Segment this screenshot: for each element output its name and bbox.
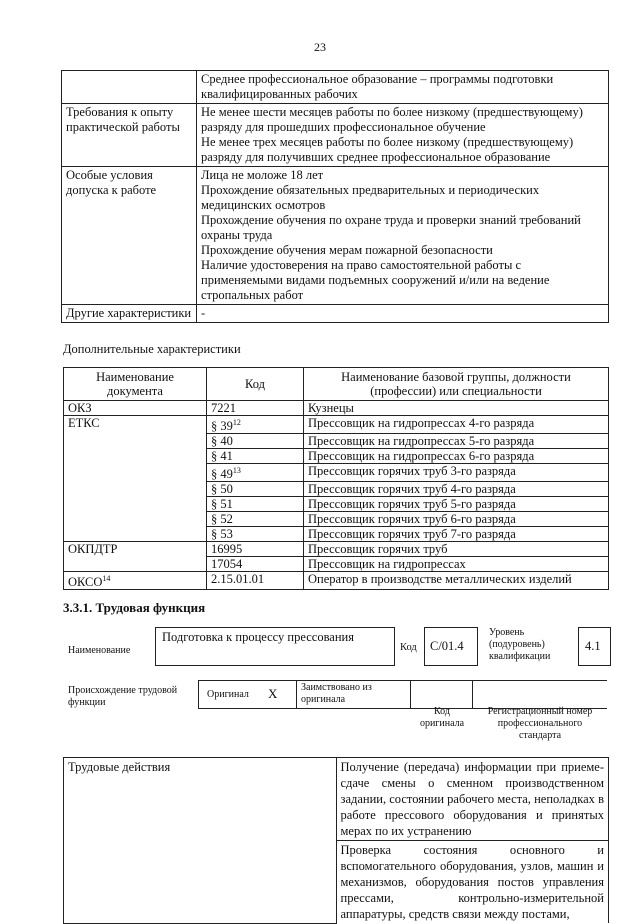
section-title: 3.3.1. Трудовая функция [63,600,206,615]
table-header-row [64,368,609,401]
table-row [62,71,609,104]
name-cell: Кузнецы [304,401,609,416]
actions-label: Трудовые действия [64,758,337,924]
origin-label: Происхождение трудовой функции [68,685,178,708]
action-item: Получение (передача) информации при приеме-сдаче смены о сменном производственном задании, состоянии рабочего места, неполадках в работе прессового оборудования и принятых мерах по их устранению [336,758,609,841]
requirements-table [61,70,609,323]
row-value [197,104,609,167]
name-cell: Прессовщик на гидропрессах 6-го разряда [304,449,609,464]
function-name: Подготовка к процессу прессования [162,630,354,644]
table-row [64,542,609,557]
reg-number-label: Регистрационный номер профессионального стандарта [487,706,593,741]
row-label: Особые условия допуска к работе [62,167,197,305]
row-value [197,167,609,305]
doc-cell [64,572,207,590]
row-line: Не менее шести месяцев работы по более низкому (предшествующему) разряду для прошедших профессиональное обучение [201,105,583,134]
function-code-box [424,627,478,666]
code-cell: 7221 [207,401,304,416]
code-cell: § 41 [207,449,304,464]
row-line: Прохождение обучения мерам пожарной безопасности [201,243,493,257]
original-label: Оригинал [207,689,249,700]
row-line: Не менее трех месяцев работы по более низкому (предшествующему) разряду для получивших среднее профессиональное образование [201,135,574,164]
code-label: Код [400,642,417,653]
footnote-mark: 13 [232,466,241,476]
origin-divider [410,680,411,708]
doc-cell: ОКПДТР [64,542,207,572]
doc-cell: ОКЗ [64,401,207,416]
name-cell: Прессовщик горячих труб 3-го разряда [304,464,609,482]
name-cell: Прессовщик горячих труб [304,542,609,557]
header-code: Код [207,368,304,401]
code-text: § 49 [211,467,233,482]
table-row [64,401,609,416]
code-cell: § 53 [207,527,304,542]
name-cell: Прессовщик на гидропрессах [304,557,609,572]
borrowed-label: Заимствовано из оригинала [301,682,372,705]
labor-actions-table [63,757,609,924]
origin-divider [472,680,473,708]
footnote-mark: 12 [232,418,241,427]
function-name-box [155,627,395,666]
row-line: Наличие удостоверения на право самостоятельной работы с применяемыми видами подъемных сооружений и/или на ведение стропальных работ [201,258,550,302]
code-text: § 39 [211,419,233,434]
name-cell: Прессовщик горячих труб 4-го разряда [304,482,609,497]
table-row [64,572,609,590]
code-cell: 17054 [207,557,304,572]
level-value: 4.1 [585,639,601,653]
code-cell [207,416,304,434]
row-label: Требования к опыту практической работы [62,104,197,167]
additional-characteristics-title: Дополнительные характеристики [63,342,241,356]
additional-characteristics-table [63,367,609,590]
page-number: 23 [314,40,326,54]
code-cell: § 40 [207,434,304,449]
name-cell: Прессовщик горячих труб 5-го разряда [304,497,609,512]
code-cell: 16995 [207,542,304,557]
row-label: Другие характеристики [62,305,197,323]
level-label: Уровень (подуровень) квалификации [489,627,551,662]
row-line: Прохождение обучения по охране труда и проверки знаний требований охраны труда [201,213,581,242]
row-label [62,71,197,104]
header-document: Наименование документа [64,368,207,401]
name-label: Наименование [68,645,131,656]
code-cell: § 52 [207,512,304,527]
code-cell [207,464,304,482]
table-row [62,167,609,305]
doc-cell: ЕТКС [64,416,207,542]
code-original-label: Код оригинала [419,706,465,729]
footnote-mark: 14 [102,574,111,584]
level-box [578,627,611,666]
code-cell: § 50 [207,482,304,497]
row-line: - [201,306,206,320]
function-code: C/01.4 [430,639,464,653]
doc-text: ОКСО [68,575,103,590]
name-cell: Прессовщик горячих труб 6-го разряда [304,512,609,527]
name-cell: Прессовщик горячих труб 7-го разряда [304,527,609,542]
name-cell: Прессовщик на гидропрессах 4-го разряда [304,416,609,434]
row-line: Среднее профессиональное образование – программы подготовки квалифицированных рабочих [201,72,554,101]
name-cell: Оператор в производстве металлических изделий [304,572,609,590]
code-cell: 2.15.01.01 [207,572,304,590]
row-line: Лица не моложе 18 лет [201,168,324,182]
table-row [64,758,609,841]
original-mark: X [268,686,278,701]
action-item: Проверка состояния основного и вспомогательного оборудования, узлов, машин и механизмов, оборудования постов управления прессами, контрольно-измерительной аппаратуры, средств связи между постами, [336,841,609,924]
row-value [197,305,609,323]
table-row [62,305,609,323]
table-row [62,104,609,167]
origin-divider [296,680,297,708]
table-row [64,416,609,434]
code-cell: § 51 [207,497,304,512]
header-name: Наименование базовой группы, должности (профессии) или специальности [304,368,609,401]
name-cell: Прессовщик на гидропрессах 5-го разряда [304,434,609,449]
row-value [197,71,609,104]
row-line: Прохождение обязательных предварительных и периодических медицинских осмотров [201,183,540,212]
